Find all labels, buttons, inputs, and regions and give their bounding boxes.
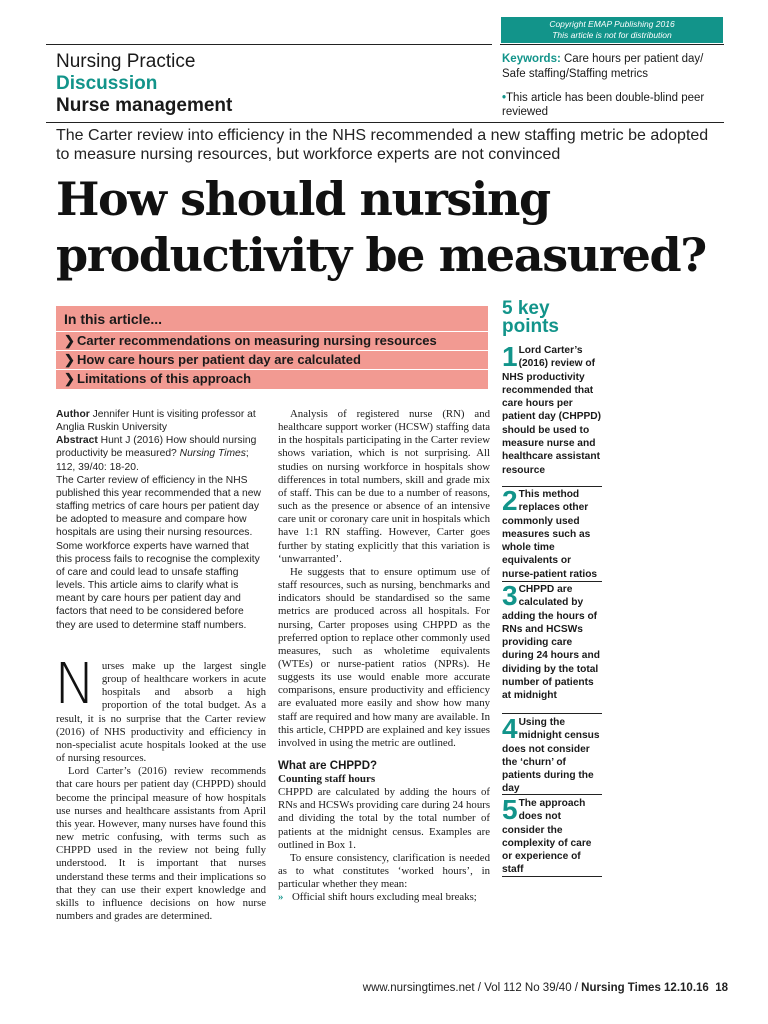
copyright-banner — [501, 17, 723, 43]
abstract-citation — [56, 434, 266, 473]
key-point-text: Lord Carter’s (2016) review of NHS productivity recommended that care hours per patient day (CHPPD) should be used to measure nurse and healthcare assistant resource — [502, 345, 602, 476]
peer-review-note — [502, 91, 724, 119]
citation-journal: Nursing Times — [179, 448, 246, 460]
keywords-text: Care hours per patient day/ Safe staffing/Staffing metrics — [502, 53, 704, 80]
key-point — [502, 713, 602, 796]
bullet-item-text: Official shift hours excluding meal breaks; — [292, 891, 477, 904]
in-this-article-box — [56, 306, 488, 389]
copyright-line-2: This article is not for distribution — [552, 30, 672, 40]
key-points-title-line-2: points — [502, 316, 559, 337]
headline — [56, 171, 726, 283]
key-point-text: CHPPD are calculated by adding the hours of RNs and HCSWs providing care during 24 hours and dividing by the total number of patients at midnight — [502, 584, 600, 702]
citation-text: Hunt J (2016) How should nursing productivity be measured? — [56, 435, 257, 460]
in-this-article-item — [64, 333, 484, 349]
key-point-number: 4 — [502, 713, 518, 744]
standfirst: The Carter review into efficiency in the NHS recommended a new staffing metric be adopted to measure nursing resources, but workforce experts are not convinced — [56, 127, 709, 163]
body-paragraph-text: urses make up the largest single group of healthcare workers in acute hospitals and absorb a high proportion of the total budget. As a result, it is no surprise that the Carter review (2016) of NHS productivity and efficiency in non-specialist acute hospitals looked at the use of nursing resources. — [56, 660, 266, 765]
header-rule-right — [500, 44, 724, 45]
chevron-right-icon: ❯ — [64, 352, 75, 367]
key-point-rule — [502, 876, 602, 877]
bullet-arrow-icon: » — [278, 891, 284, 904]
box-divider — [56, 350, 488, 351]
keywords — [502, 52, 724, 82]
key-point — [502, 485, 602, 581]
key-point-text: Using the midnight census does not consider the ‘churn’ of patients during the day — [502, 717, 600, 795]
in-this-article-item-text: Carter recommendations on measuring nursing resources — [77, 333, 437, 348]
in-this-article-title: In this article... — [64, 311, 163, 327]
header-rule-left — [46, 44, 492, 45]
key-point-text: The approach does not consider the complexity of care or experience of staff — [502, 798, 592, 876]
subheading-counting-staff-hours: Counting staff hours — [278, 773, 376, 786]
body-paragraph — [54, 652, 266, 765]
abstract-block — [56, 408, 266, 632]
headline-line-1: How should nursing — [56, 172, 550, 226]
key-point — [502, 341, 602, 477]
copyright-line-1: Copyright EMAP Publishing 2016 — [549, 19, 675, 29]
in-this-article-item-text: Limitations of this approach — [77, 371, 252, 386]
keywords-label: Keywords: — [502, 53, 561, 65]
key-point-number: 2 — [502, 485, 518, 516]
page-number: 18 — [715, 982, 728, 994]
body-paragraph: He suggests that to ensure optimum use of staff resources, such as nursing, benchmarks and indicators should be standardised so the same metrics are produced across all hospitals. For nursing, Carter proposes using CHPPD as the preferred option to replace other commonly used measures, such as wholetime equivalents (WTEs) or nurse-patient ratios (NPRs). He suggests its use would enable more accurate comparisons, ensure productivity and efficiency are evaluated more easily and show how many staff are required and how many are available. In this article, CHPPD are explained and key issues involved in using the metric are outlined. — [278, 565, 490, 749]
section-label: Nursing Practice — [56, 51, 196, 72]
box-divider — [56, 331, 488, 332]
headline-line-2: productivity be measured? — [56, 228, 706, 282]
body-column-1 — [54, 652, 266, 923]
author-text: Jennifer Hunt is visiting professor at Anglia Ruskin University — [56, 409, 256, 434]
footer-site: www.nursingtimes.net / Vol 112 No 39/40 / — [362, 982, 582, 994]
body-paragraph: Lord Carter’s (2016) review recommends that care hours per patient day (CHPPD) should become the principal measure of how hospitals use nurses and healthcare assistants from April this year. However, many nurses have found this new metric confusing, with terms such as CHPPD used in the review not being fully understood. It is important that nurses understand these terms and their implications so that they can use their expert knowledge and skills to influence decisions on how nurse numbers and grades are determined. — [56, 765, 266, 922]
page-footer — [352, 981, 728, 995]
footer-journal-date: Nursing Times 12.10.16 — [581, 982, 709, 994]
drop-cap: N — [54, 652, 96, 717]
key-point-number: 1 — [502, 341, 518, 372]
body-column-2 — [278, 408, 490, 904]
abstract-label: Abstract — [56, 435, 98, 447]
key-point — [502, 794, 602, 877]
key-points-title — [502, 300, 559, 336]
author-label: Author — [56, 409, 90, 420]
key-point — [502, 580, 602, 703]
subheading-what-are-chppd: What are CHPPD? — [278, 760, 378, 773]
key-point-text: This method replaces other commonly used measures such as whole time equivalents or nurse-patient ratios — [502, 489, 598, 580]
citation-volume: ; 112, 39/40: 18-20. — [56, 448, 249, 473]
body-paragraph: To ensure consistency, clarification is needed as to what constitutes ‘worked hours’, in particular whether they mean: — [278, 851, 490, 891]
chevron-right-icon: ❯ — [64, 371, 75, 386]
key-points-title-line-1: 5 key — [502, 298, 550, 319]
in-this-article-item — [64, 371, 484, 387]
in-this-article-item — [64, 352, 484, 368]
key-point-number: 3 — [502, 580, 518, 611]
standfirst-rule — [46, 122, 724, 123]
in-this-article-item-text: How care hours per patient day are calculated — [77, 352, 361, 367]
subsection-label: Discussion — [56, 73, 158, 94]
box-divider — [56, 369, 488, 370]
topic-label: Nurse management — [56, 95, 233, 116]
author-line — [56, 408, 266, 434]
body-paragraph: Analysis of registered nurse (RN) and healthcare support worker (HCSW) staffing data in the hospitals participating in the Carter review shows variation, which is not surprising. All studies on nursing workforce in hospitals show differences in total numbers, skill and grade mix of staff. This can be due to a number of reasons, such as the presence or absence of an intensive care unit or coronary care unit in hospitals which have 1:1 RN staffing. However, Carter goes further by stating explicitly that this variation is ‘unwarranted’. — [278, 408, 490, 565]
chevron-right-icon: ❯ — [64, 333, 75, 348]
abstract-summary: The Carter review of efficiency in the NHS published this year recommended that a new staffing metrics of care hours per patient day be adopted to measure and compare how hospitals are using their nursing resources. Some workforce experts have warned that this process fails to recognise the complexity of care and could lead to unsafe staffing levels. This article aims to clarify what is meant by care hours per patient day and factors that need to be considered before they are used to determine staff numbers. — [56, 474, 261, 631]
peer-review-text: This article has been double-blind peer reviewed — [502, 92, 705, 118]
bullet-item — [278, 891, 490, 904]
body-paragraph: CHPPD are calculated by adding the hours of RNs and HCSWs providing care during 24 hours and dividing the total by the total number of patients at the midnight census. Examples are outlined in Box 1. — [278, 786, 491, 851]
peer-review-bullet: • — [502, 92, 507, 104]
key-point-number: 5 — [502, 794, 518, 825]
